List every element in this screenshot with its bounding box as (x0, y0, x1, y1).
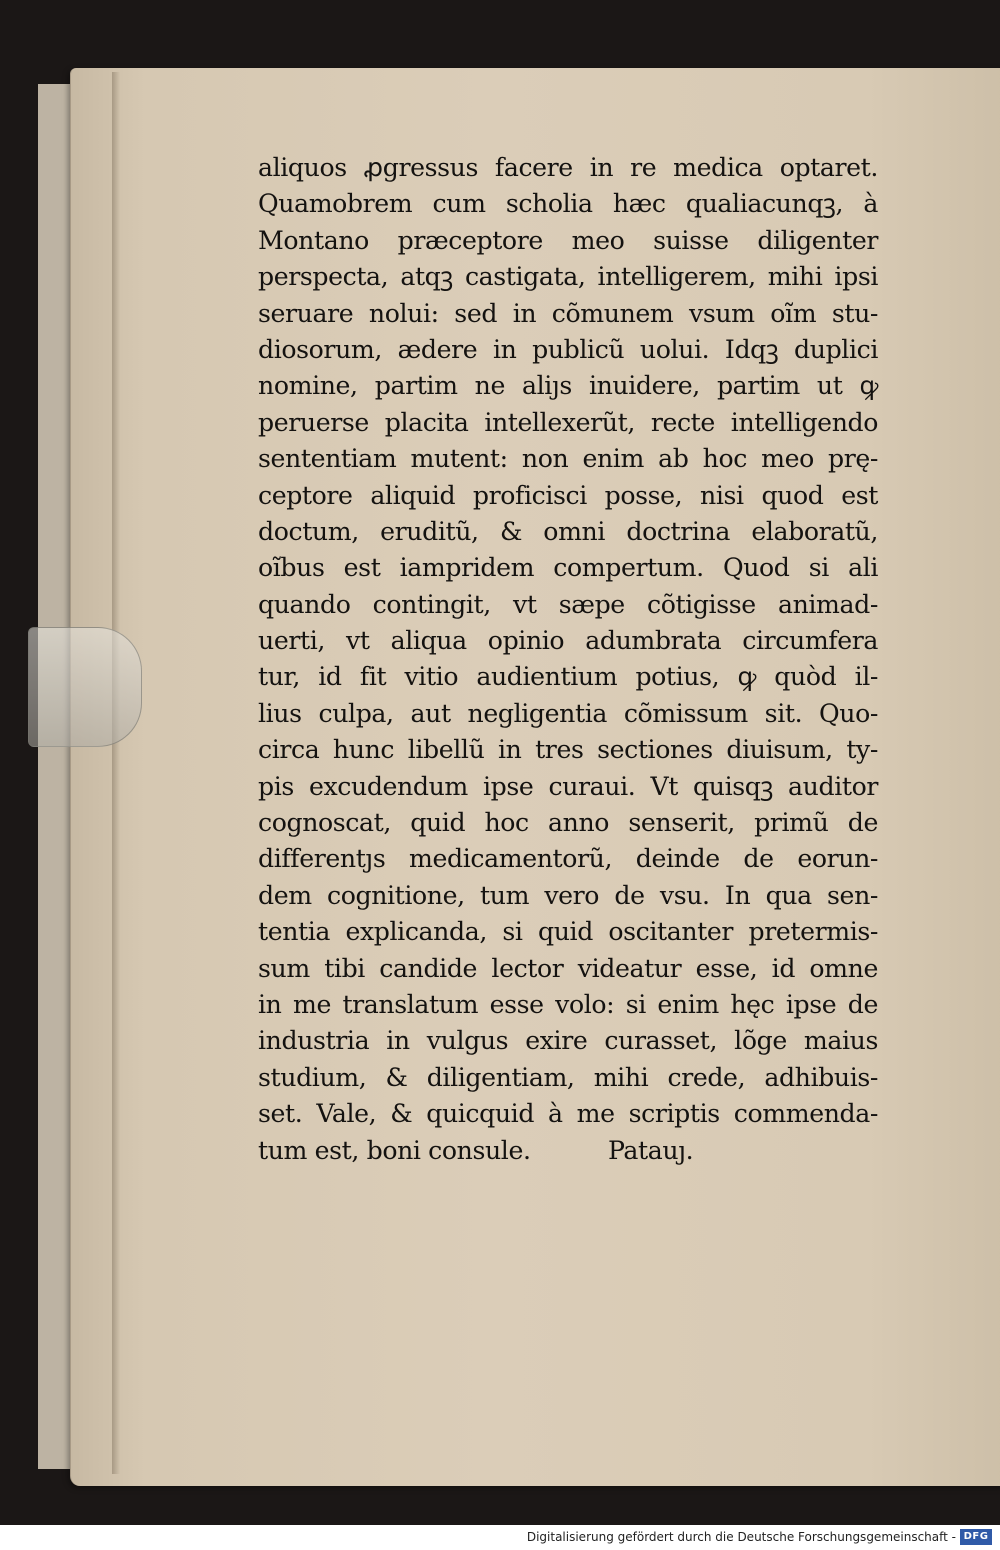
text-line: tentia explicanda, si quid oscitanter pretermis- (258, 917, 878, 947)
text-line: cognoscat, quid hoc anno senserit, primũ de (258, 808, 878, 838)
text-line: uerti, vt aliqua opinio adumbrata circumfera (258, 626, 878, 656)
text-line: set. Vale, & quicquid à me scriptis commenda- (258, 1099, 878, 1129)
text-line: Montano præceptore meo suisse diligenter (258, 225, 878, 255)
text-line: differentȷs medicamentorũ, deinde de eorun- (258, 844, 878, 874)
footer-credit: Digitalisierung gefördert durch die Deutsche Forschungsgemeinschaft - (526, 1530, 956, 1544)
plastic-page-clip (28, 627, 142, 747)
text-line: dem cognitione, tum vero de vsu. In qua sen- (258, 880, 878, 910)
text-line: industria in vulgus exire curasset, lõge maius (258, 1026, 878, 1056)
closing-line (258, 1133, 878, 1169)
text-line: studium, & diligentiam, mihi crede, adhibuis- (258, 1062, 878, 1092)
text-line: doctum, eruditũ, & omni doctrina elaboratũ, (258, 516, 878, 546)
text-line: perspecta, atqꝫ castigata, intelligerem, mihi ipsi (258, 262, 878, 292)
place-name: Patauȷ. (608, 1135, 694, 1165)
text-line: ceptore aliquid proficisci posse, nisi quod est (258, 480, 878, 510)
text-line: in me translatum esse volo: si enim hęc ipse de (258, 989, 878, 1019)
text-line: peruerse placita intellexerũt, recte intelligendo (258, 407, 878, 437)
text-line: sententiam mutent: non enim ab hoc meo prę- (258, 444, 878, 474)
text-line: diosorum, ædere in publicũ uolui. Idqꝫ duplici (258, 334, 878, 364)
dfg-logo: DFG (960, 1529, 992, 1545)
text-line: quando contingit, vt sæpe cõtigisse animad- (258, 589, 878, 619)
text-line: circa hunc libellũ in tres sectiones diuisum, ty- (258, 735, 878, 765)
text-line: Quamobrem cum scholia hæc qualiacunqꝫ, à (258, 189, 878, 219)
text-line: aliquos ꝓgressus facere in re medica optaret. (258, 153, 878, 182)
page-edge-shadow (112, 72, 120, 1474)
body-text (258, 150, 878, 1169)
text-line: seruare nolui: sed in cõmunem vsum oĩm stu- (258, 298, 878, 328)
text-line: lius culpa, aut negligentia cõmissum sit. Quo- (258, 698, 878, 728)
text-line: tur, id fit vitio audientium potius, ꝙ quòd il- (258, 662, 878, 692)
digitization-footer (0, 1525, 1000, 1550)
closing-text: tum est, boni consule. (258, 1135, 531, 1165)
text-line: pis excudendum ipse curaui. Vt quisqꝫ auditor (258, 771, 878, 801)
text-line: nomine, partim ne aliȷs inuidere, partim ut ꝙ (258, 371, 878, 401)
text-line: sum tibi candide lector videatur esse, id omne (258, 953, 878, 983)
text-line: oĩbus est iampridem compertum. Quod si ali (258, 553, 878, 583)
